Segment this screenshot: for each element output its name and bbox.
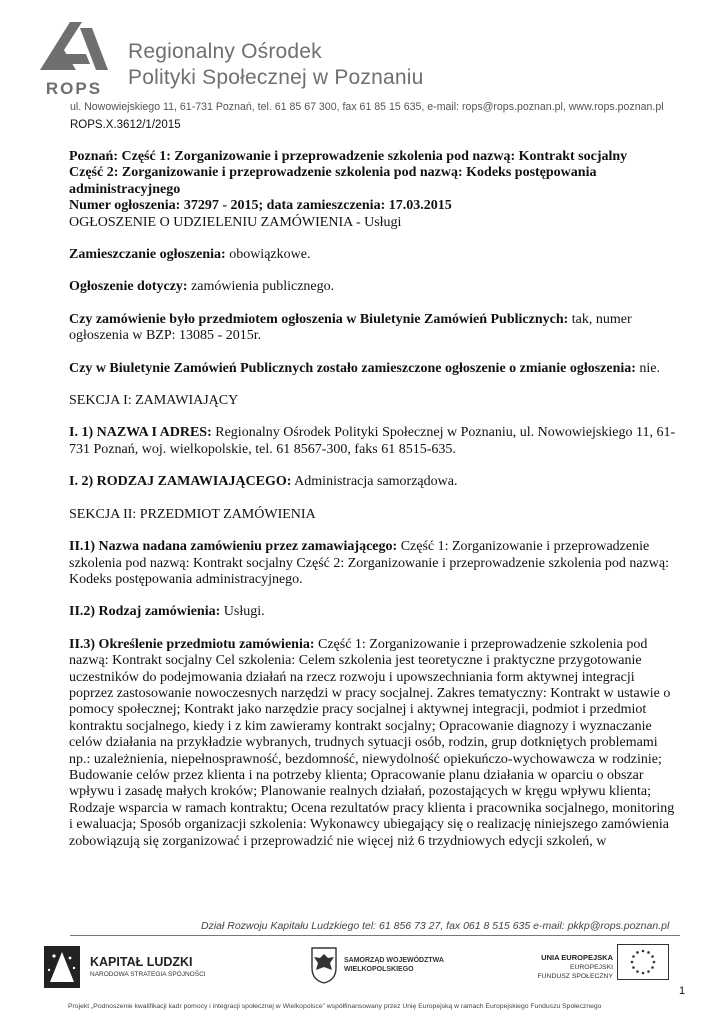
eu-star bbox=[653, 961, 656, 964]
wielkopolska-coat-of-arms-icon bbox=[310, 946, 338, 984]
title-line1: Poznań: Część 1: Zorganizowanie i przeprowadzenie szkolenia pod nazwą: Kontrakt socjalny bbox=[69, 149, 628, 164]
number-line-wrap bbox=[69, 198, 681, 214]
eu-star bbox=[647, 951, 650, 954]
samorzad-text bbox=[344, 956, 444, 974]
samorzad-line2: WIELKOPOLSKIEGO bbox=[344, 966, 414, 973]
ii3-paragraph bbox=[69, 637, 681, 850]
kapital-ludzki-subtitle: NARODOWA STRATEGIA SPÓJNOŚCI bbox=[90, 971, 206, 978]
posting-value: obowiązkowe. bbox=[225, 247, 311, 263]
i2-paragraph bbox=[69, 474, 681, 490]
i2-value: Administracja samorządowa. bbox=[291, 474, 458, 490]
change-paragraph bbox=[69, 361, 681, 377]
posting-paragraph bbox=[69, 247, 681, 263]
document-body bbox=[69, 149, 681, 850]
notice-number: Numer ogłoszenia: 37297 - 2015; data zamieszczenia: 17.03.2015 bbox=[69, 198, 452, 214]
kapital-ludzki-logo-icon bbox=[40, 942, 84, 992]
document-title bbox=[69, 149, 681, 165]
eu-star bbox=[636, 951, 639, 954]
eu-star bbox=[631, 961, 634, 964]
eu-star bbox=[642, 950, 645, 953]
eu-star bbox=[642, 972, 645, 975]
rops-logo-icon bbox=[36, 18, 112, 100]
eu-title: UNIA EUROPEJSKA bbox=[541, 953, 613, 962]
eu-star bbox=[647, 970, 650, 973]
ii3-value: Część 1: Zorganizowanie i przeprowadzenie szkolenia pod nazwą: Kontrakt socjalny Cel szkolenia: Celem szkolenia jest teoretyczne i praktyczne przygotowanie uczestników do podejmowania działań na rzecz rozwoju i upowszechniania form aktywnej integracji poprzez zastosowanie nowoczesnych narzędzi w pracy socjalnej. Zakres tematyczny: Kontrakt w ustawie o pomocy społecznej; Kontrakt jako narzędzie pracy socjalnej i aktywnej integracji, podmiot i przedmiot kontraktu socjalnego, kiedy i z kim zawieramy kontrakt socjalny; Opracowanie diagnozy i wyznaczanie celów działania na przykładzie wybranych, trudnych sytuacji osób, rodzin, grup dotkniętych problemami np.: uzależnienia, niepełnosprawność, bezdomność, niewydolność opiekuńczo-wychowawcza w rodzinie; Budowanie celów przez klienta i na potrzeby klienta; Opracowanie planu działania w oparciu o obszar wpływu i zasadę małych kroków; Planowanie realnych działań, pozostających w kręgu wpływu klienta; Rodzaje wsparcia w ramach kontraktu; Ocena rezultatów pracy klienta i pracownika socjalnego, monitoring i ewaluacja; Sposób organizacji szkolenia: Wykonawcy ubiegający się o realizację niniejszego zamówienia zobowiązują się zorganizować i przeprowadzić nie więcej niż 6 trzydniowych edycji szkoleń, w bbox=[69, 636, 675, 849]
footer-divider bbox=[70, 935, 680, 936]
ii1-value: Część 1: Zorganizowanie i przeprowadzenie szkolenia pod nazwą: Kontrakt socjalny Część 2: Zorganizowanie i przeprowadzenie szkolenia pod nazwą: Kodeks postępowania administracyjnego. bbox=[69, 539, 669, 587]
i1-value: Regionalny Ośrodek Polityki Społecznej w Poznaniu, ul. Nowowiejskiego 11, 61-731 Poznań, woj. wielkopolskie, tel. 61 8567-300, faks 61 8515-635. bbox=[69, 425, 676, 457]
page-number: 1 bbox=[679, 985, 686, 997]
title-line2: Część 2: Zorganizowanie i przeprowadzenie szkolenia pod nazwą: Kodeks postępowania bbox=[69, 165, 597, 181]
eu-star bbox=[632, 955, 635, 958]
i1-label: I. 1) NAZWA I ADRES: bbox=[69, 425, 212, 441]
eu-flag-icon bbox=[617, 944, 669, 980]
bzp-paragraph bbox=[69, 312, 681, 345]
project-info: Projekt „Podnoszenie kwalifikacji kadr pomocy i integracji społecznej w Wielkopolsce” współfinansowany przez Unię Europejską w ramach Europejskiego Funduszu Społecznego bbox=[68, 1003, 602, 1010]
eu-subtitle bbox=[537, 964, 613, 981]
rops-logo-text: ROPS bbox=[45, 79, 103, 98]
org-name-line1: Regionalny Ośrodek bbox=[128, 40, 322, 63]
section-2-heading: SEKCJA II: PRZEDMIOT ZAMÓWIENIA bbox=[69, 506, 316, 522]
ii1-paragraph bbox=[69, 539, 681, 588]
title-line3: administracyjnego bbox=[69, 181, 181, 197]
eu-star bbox=[636, 970, 639, 973]
bzp-value: tak, numer ogłoszenia w BZP: 13085 - 2015r. bbox=[69, 311, 632, 344]
ii2-paragraph bbox=[69, 604, 681, 620]
eu-line2: FUNDUSZ SPOŁECZNY bbox=[537, 972, 613, 980]
document-reference: ROPS.X.3612/1/2015 bbox=[70, 119, 181, 131]
org-name-line2: Polityki Społecznej w Poznaniu bbox=[128, 66, 424, 89]
footer-department: Dział Rozwoju Kapitału Ludzkiego tel: 61 856 73 27, fax 061 8 515 635 e-mail: pkkp@rops.poznan.pl bbox=[201, 920, 670, 932]
i2-label: I. 2) RODZAJ ZAMAWIAJĄCEGO: bbox=[69, 474, 292, 490]
ii2-label: II.2) Rodzaj zamówienia: bbox=[69, 604, 221, 620]
i1-paragraph bbox=[69, 425, 681, 458]
kapital-ludzki-title: KAPITAŁ LUDZKI bbox=[90, 955, 193, 969]
eu-line1: EUROPEJSKI bbox=[569, 964, 613, 971]
ii3-label: II.3) Określenie przedmiotu zamówienia: bbox=[69, 636, 315, 652]
change-value: nie. bbox=[635, 360, 661, 376]
concerns-value: zamówienia publicznego. bbox=[187, 279, 335, 295]
samorzad-line1: SAMORZĄD WOJEWÓDZTWA bbox=[344, 957, 444, 964]
eu-star bbox=[651, 966, 654, 969]
title-line3-wrap bbox=[69, 182, 681, 198]
title-line2-wrap bbox=[69, 165, 681, 181]
posting-label: Zamieszczanie ogłoszenia: bbox=[69, 247, 226, 263]
section-1-heading: SEKCJA I: ZAMAWIAJĄCY bbox=[69, 393, 239, 409]
change-label: Czy w Biuletynie Zamówień Publicznych zostało zamieszczone ogłoszenie o zmianie ogłoszenia: bbox=[69, 360, 636, 376]
notice-type: OGŁOSZENIE O UDZIELENIU ZAMÓWIENIA - Usługi bbox=[69, 214, 402, 230]
eu-star bbox=[632, 966, 635, 969]
bzp-label: Czy zamówienie było przedmiotem ogłoszenia w Biuletynie Zamówień Publicznych: bbox=[69, 311, 569, 327]
concerns-paragraph bbox=[69, 279, 681, 295]
concerns-label: Ogłoszenie dotyczy: bbox=[69, 279, 188, 295]
eu-star bbox=[651, 955, 654, 958]
header-contact: ul. Nowowiejskiego 11, 61-731 Poznań, tel. 61 85 67 300, fax 61 85 15 635, e-mail: rops@rops.poznan.pl, www.rops.poznan.pl bbox=[70, 101, 664, 113]
ii1-label: II.1) Nazwa nadana zamówieniu przez zamawiającego: bbox=[69, 539, 398, 555]
ii2-value: Usługi. bbox=[220, 604, 265, 620]
